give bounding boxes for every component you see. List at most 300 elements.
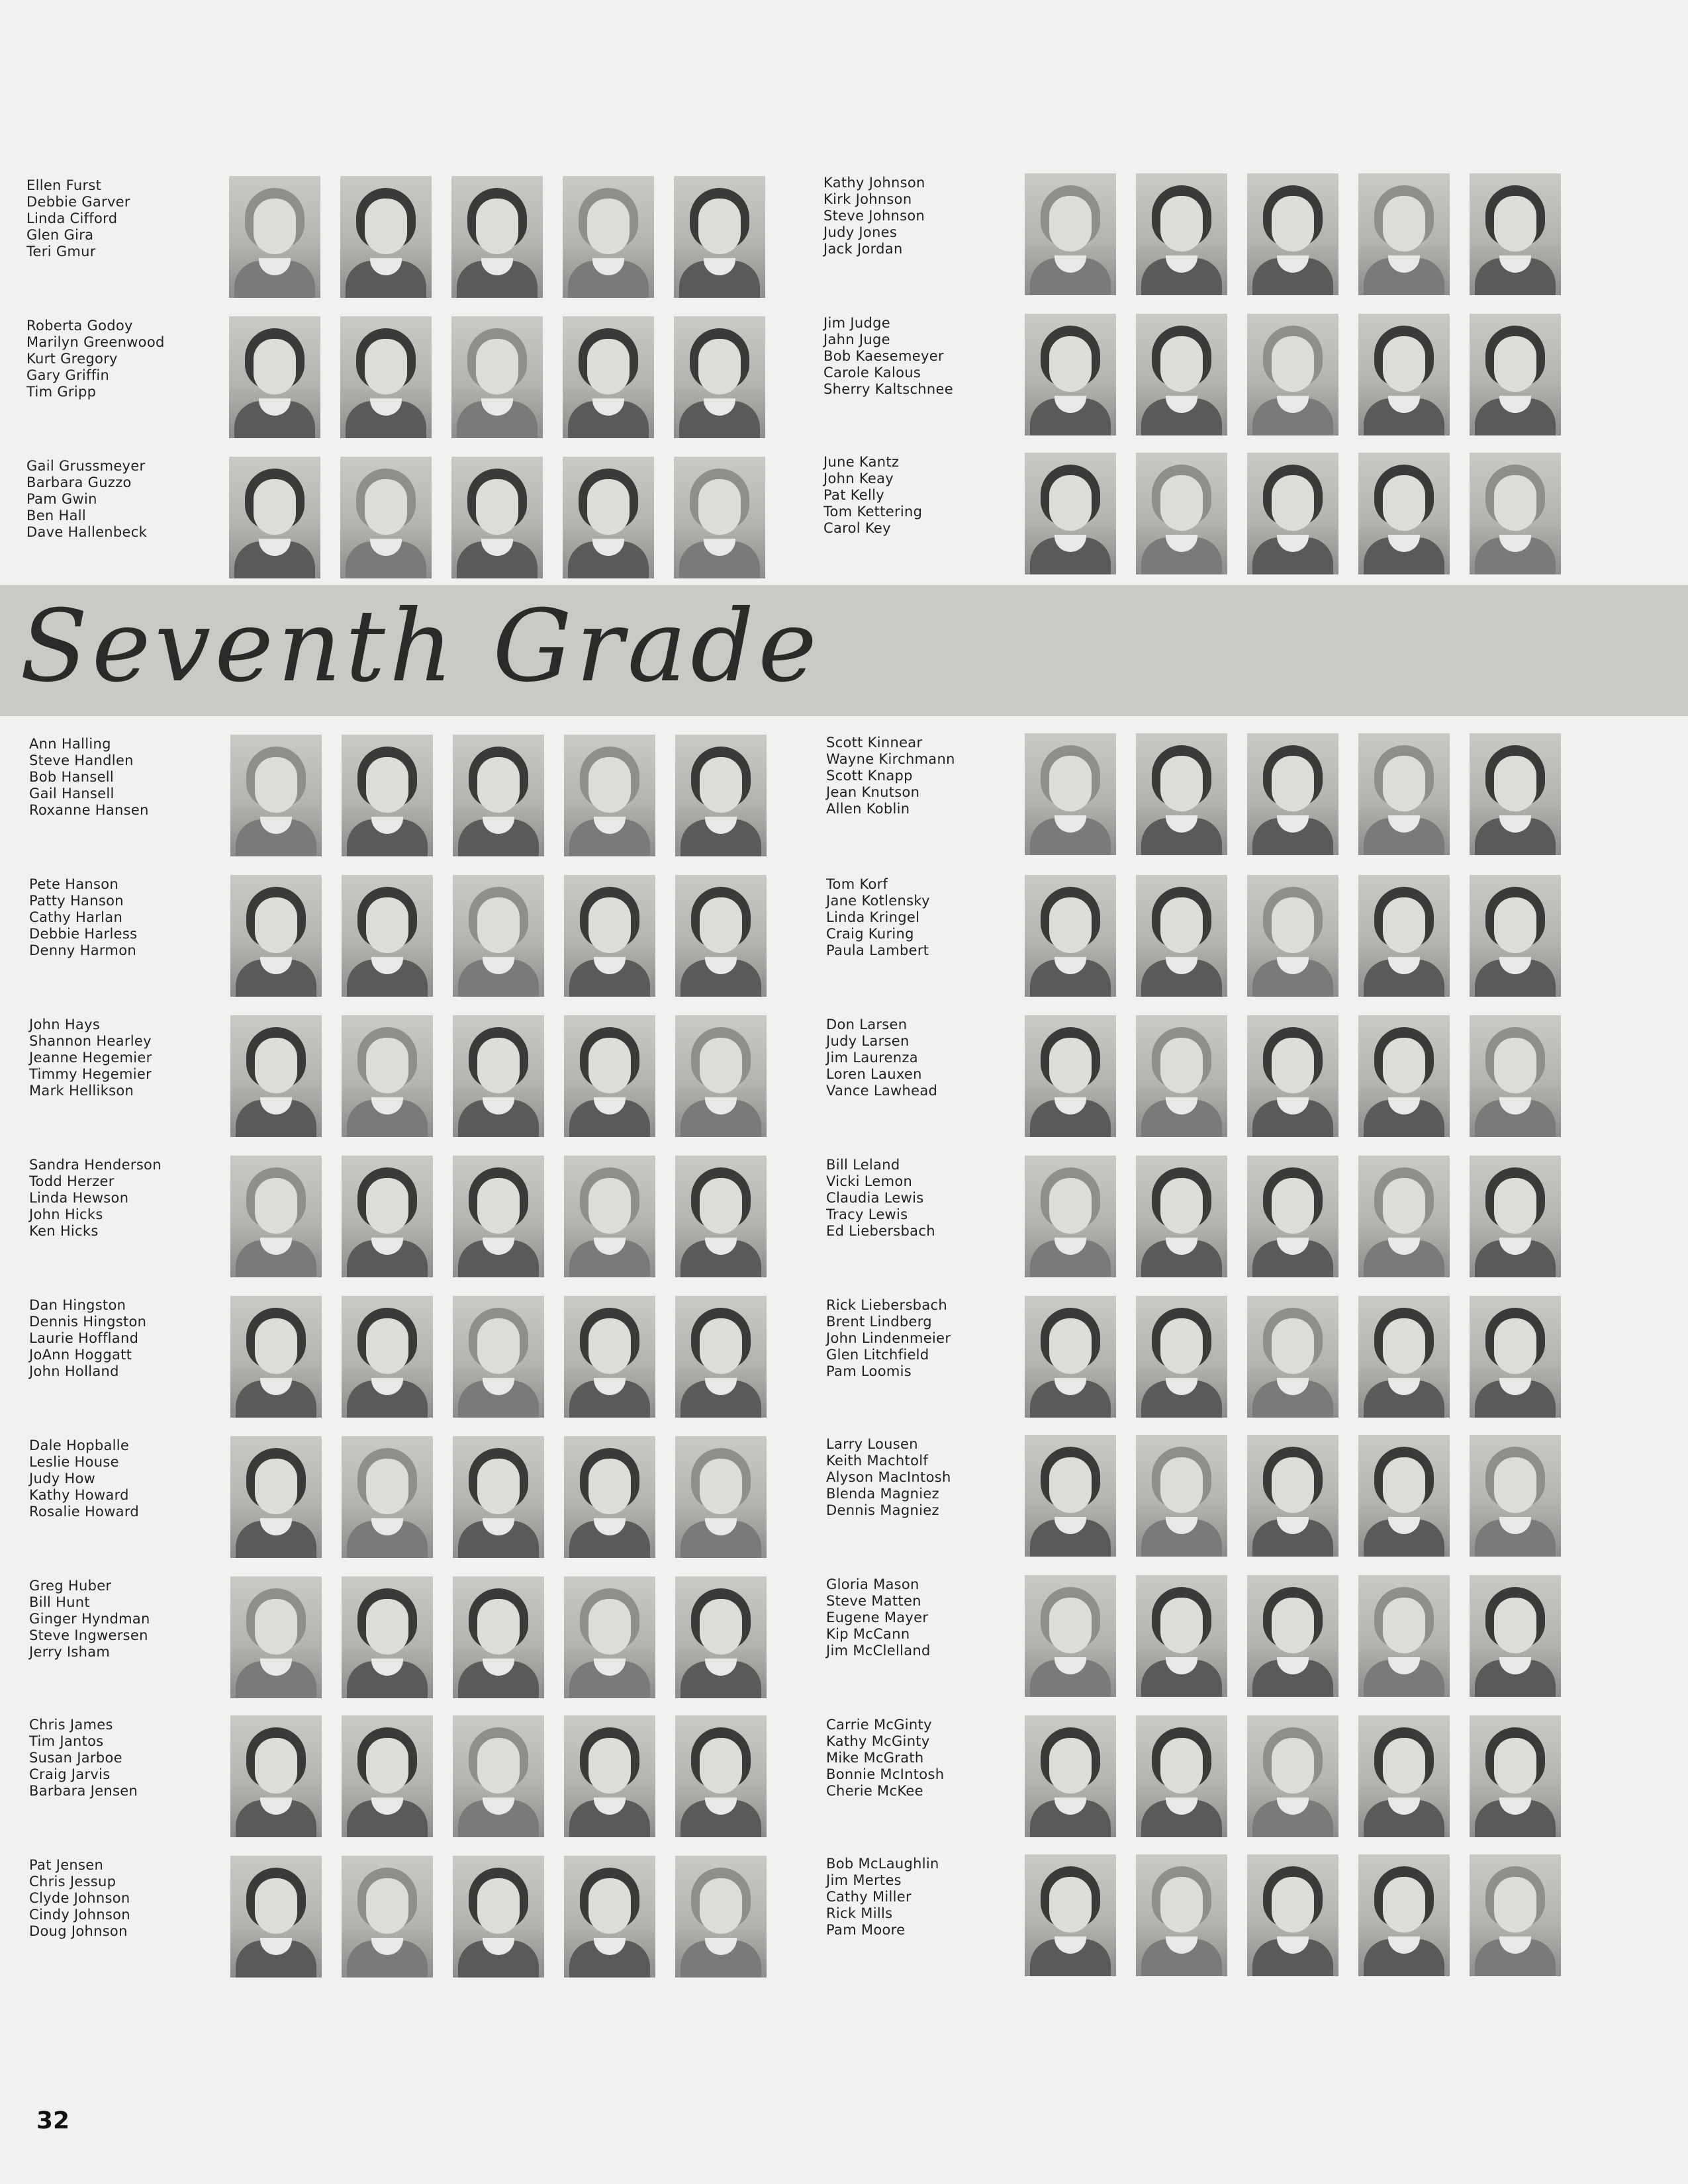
student-portrait xyxy=(1025,1156,1116,1277)
student-name: Blenda Magniez xyxy=(826,1486,939,1502)
student-portrait xyxy=(564,1156,655,1277)
student-portrait xyxy=(675,1715,767,1837)
student-portrait xyxy=(342,1715,433,1837)
portrait-face xyxy=(1160,336,1203,392)
student-portrait xyxy=(342,1856,433,1978)
student-name: Tom Korf xyxy=(826,876,888,892)
student-portrait xyxy=(1470,1854,1561,1976)
student-name: Dave Hallenbeck xyxy=(26,524,148,540)
student-portrait xyxy=(1136,173,1227,295)
student-portrait xyxy=(1247,1296,1338,1418)
student-portrait xyxy=(342,1436,433,1558)
portrait-face xyxy=(477,1738,520,1794)
student-name: Denny Harmon xyxy=(29,942,136,958)
student-portrait xyxy=(1025,1296,1116,1418)
student-name: Rick Mills xyxy=(826,1905,893,1921)
portrait-face xyxy=(477,1459,520,1514)
student-portrait xyxy=(230,1576,322,1698)
portrait-face xyxy=(700,1459,742,1514)
portrait-face xyxy=(477,1318,520,1374)
student-name: Keith Machtolf xyxy=(826,1453,929,1469)
portrait-face xyxy=(1494,1178,1536,1234)
portrait-face xyxy=(1383,1038,1425,1093)
portrait-face xyxy=(366,1038,408,1093)
name-list xyxy=(826,1436,951,1519)
student-name: Pat Jensen xyxy=(29,1857,104,1873)
portrait-face xyxy=(700,1178,742,1234)
portrait-face xyxy=(588,1318,631,1374)
portrait-face xyxy=(1494,1738,1536,1794)
name-list xyxy=(26,177,130,260)
student-name: John Hays xyxy=(29,1017,101,1032)
student-portrait xyxy=(342,735,433,856)
student-name: Jean Knutson xyxy=(826,784,920,800)
student-name: Laurie Hoffland xyxy=(29,1330,139,1346)
portrait-face xyxy=(254,199,296,254)
name-list xyxy=(823,315,953,398)
portrait-face xyxy=(587,479,630,535)
student-portrait xyxy=(1136,1296,1227,1418)
student-name: John Keay xyxy=(823,471,894,486)
student-portrait xyxy=(564,875,655,997)
portrait-face xyxy=(1049,897,1092,953)
student-name: Vance Lawhead xyxy=(826,1083,938,1099)
student-name: Dale Hopballe xyxy=(29,1437,130,1453)
student-name: Jim McClelland xyxy=(826,1643,931,1659)
portrait-face xyxy=(1494,336,1536,392)
portrait-face xyxy=(588,1178,631,1234)
student-portrait xyxy=(230,1856,322,1978)
student-name: Claudia Lewis xyxy=(826,1190,924,1206)
student-name: Pat Kelly xyxy=(823,487,884,503)
portrait-face xyxy=(698,339,741,394)
name-list xyxy=(29,876,137,959)
portrait-face xyxy=(1272,1877,1314,1933)
student-portrait xyxy=(1358,1296,1450,1418)
name-list xyxy=(29,1717,138,1799)
student-portrait xyxy=(1358,1156,1450,1277)
portrait-face xyxy=(588,1738,631,1794)
student-portrait xyxy=(564,1436,655,1558)
student-portrait xyxy=(674,457,765,578)
student-name: Linda Hewson xyxy=(29,1190,129,1206)
student-portrait xyxy=(1136,1435,1227,1557)
student-portrait xyxy=(1247,1854,1338,1976)
portrait-face xyxy=(1383,756,1425,811)
name-list xyxy=(26,458,147,541)
student-portrait xyxy=(451,176,543,298)
student-name: Ginger Hyndman xyxy=(29,1611,150,1627)
student-portrait xyxy=(230,1296,322,1418)
student-portrait xyxy=(230,875,322,997)
student-name: Kathy McGinty xyxy=(826,1733,930,1749)
name-list xyxy=(826,1576,931,1659)
student-portrait xyxy=(564,735,655,856)
portrait-face xyxy=(1049,1038,1092,1093)
student-portrait xyxy=(1470,453,1561,574)
student-portrait xyxy=(564,1576,655,1698)
portrait-face xyxy=(1383,1178,1425,1234)
student-name: Glen Litchfield xyxy=(826,1347,929,1363)
name-list xyxy=(826,1717,944,1799)
portrait-face xyxy=(1272,336,1314,392)
student-portrait xyxy=(340,457,432,578)
student-name: Barbara Guzzo xyxy=(26,475,132,490)
portrait-face xyxy=(477,1178,520,1234)
student-portrait xyxy=(1358,453,1450,574)
student-portrait xyxy=(1470,173,1561,295)
student-portrait xyxy=(1025,314,1116,435)
student-name: Kathy Johnson xyxy=(823,175,925,191)
student-portrait xyxy=(453,1156,544,1277)
portrait-face xyxy=(1049,336,1092,392)
portrait-face xyxy=(1383,1318,1425,1374)
student-portrait xyxy=(1136,1575,1227,1697)
portrait-face xyxy=(255,1038,297,1093)
student-name: Wayne Kirchmann xyxy=(826,751,955,767)
portrait-face xyxy=(366,1878,408,1934)
portrait-face xyxy=(1049,756,1092,811)
portrait-face xyxy=(1049,1318,1092,1374)
student-portrait xyxy=(1247,1715,1338,1837)
student-name: Eugene Mayer xyxy=(826,1610,929,1625)
portrait-face xyxy=(255,897,297,953)
portrait-face xyxy=(1049,1738,1092,1794)
student-name: Chris James xyxy=(29,1717,113,1733)
portrait-face xyxy=(588,1038,631,1093)
student-portrait xyxy=(453,875,544,997)
student-portrait xyxy=(1025,1015,1116,1137)
student-portrait xyxy=(1247,1156,1338,1277)
student-name: Jim Laurenza xyxy=(826,1050,918,1066)
student-name: Gloria Mason xyxy=(826,1576,919,1592)
portrait-face xyxy=(700,1599,742,1655)
name-list xyxy=(29,1017,152,1099)
student-name: Steve Handlen xyxy=(29,752,134,768)
portrait-face xyxy=(254,479,296,535)
student-portrait xyxy=(453,1576,544,1698)
student-name: Clyde Johnson xyxy=(29,1890,130,1906)
portrait-face xyxy=(1160,196,1203,251)
student-portrait xyxy=(342,1296,433,1418)
student-portrait xyxy=(564,1296,655,1418)
name-list xyxy=(29,736,149,819)
student-name: Ben Hall xyxy=(26,508,87,523)
portrait-face xyxy=(1494,196,1536,251)
portrait-face xyxy=(1160,1038,1203,1093)
student-name: Jeanne Hegemier xyxy=(29,1050,152,1066)
student-name: Paula Lambert xyxy=(826,942,929,958)
portrait-face xyxy=(366,1178,408,1234)
name-list xyxy=(29,1297,146,1380)
student-portrait xyxy=(1247,1015,1338,1137)
portrait-face xyxy=(700,1738,742,1794)
student-portrait xyxy=(342,1576,433,1698)
student-name: Roberta Godoy xyxy=(26,318,133,334)
student-name: Judy How xyxy=(29,1471,96,1486)
student-portrait xyxy=(675,1015,767,1137)
student-name: Brent Lindberg xyxy=(826,1314,932,1330)
student-name: Dennis Hingston xyxy=(29,1314,147,1330)
student-portrait xyxy=(1136,1156,1227,1277)
portrait-face xyxy=(366,1738,408,1794)
portrait-face xyxy=(1272,1738,1314,1794)
student-portrait xyxy=(1025,875,1116,997)
student-name: JoAnn Hoggatt xyxy=(29,1347,132,1363)
student-portrait xyxy=(1470,1156,1561,1277)
student-name: Craig Kuring xyxy=(826,926,914,942)
student-name: Loren Lauxen xyxy=(826,1066,922,1082)
student-portrait xyxy=(1136,733,1227,855)
portrait-face xyxy=(1160,1457,1203,1513)
student-portrait xyxy=(1247,1575,1338,1697)
portrait-face xyxy=(1160,475,1203,531)
student-portrait xyxy=(675,735,767,856)
student-name: Ellen Furst xyxy=(26,177,102,193)
student-portrait xyxy=(342,1015,433,1137)
student-portrait xyxy=(1247,173,1338,295)
student-name: John Hicks xyxy=(29,1206,103,1222)
student-name: June Kantz xyxy=(823,454,900,470)
student-name: Carol Key xyxy=(823,520,891,536)
student-name: Sandra Henderson xyxy=(29,1157,162,1173)
student-name: Rick Liebersbach xyxy=(826,1297,947,1313)
name-list xyxy=(826,1017,937,1099)
student-portrait xyxy=(675,1576,767,1698)
student-name: Ann Halling xyxy=(29,736,111,752)
name-list xyxy=(823,454,922,537)
portrait-face xyxy=(1049,196,1092,251)
student-name: Rosalie Howard xyxy=(29,1504,140,1520)
portrait-face xyxy=(476,479,518,535)
student-portrait xyxy=(1136,1854,1227,1976)
portrait-face xyxy=(587,339,630,394)
portrait-face xyxy=(365,339,407,394)
portrait-face xyxy=(255,1878,297,1934)
portrait-face xyxy=(1494,897,1536,953)
portrait-face xyxy=(1160,1738,1203,1794)
portrait-face xyxy=(476,339,518,394)
student-name: Vicki Lemon xyxy=(826,1173,913,1189)
student-portrait xyxy=(1470,733,1561,855)
student-name: Barbara Jensen xyxy=(29,1783,138,1799)
student-portrait xyxy=(1136,453,1227,574)
portrait-face xyxy=(477,757,520,813)
portrait-face xyxy=(1494,756,1536,811)
student-portrait xyxy=(453,1296,544,1418)
student-portrait xyxy=(230,1156,322,1277)
student-name: Kip McCann xyxy=(826,1626,910,1642)
student-portrait xyxy=(1025,1715,1116,1837)
student-portrait xyxy=(1470,1575,1561,1697)
student-portrait xyxy=(1470,1296,1561,1418)
student-name: Don Larsen xyxy=(826,1017,908,1032)
portrait-face xyxy=(1272,475,1314,531)
student-portrait xyxy=(564,1715,655,1837)
name-list xyxy=(29,1857,130,1940)
student-name: Pam Gwin xyxy=(26,491,97,507)
portrait-face xyxy=(700,1318,742,1374)
student-portrait xyxy=(340,316,432,438)
portrait-face xyxy=(700,1038,742,1093)
portrait-face xyxy=(366,1318,408,1374)
name-list xyxy=(826,735,955,817)
student-name: Linda Cifford xyxy=(26,210,118,226)
student-name: Cathy Miller xyxy=(826,1889,912,1905)
student-portrait xyxy=(453,1436,544,1558)
student-portrait xyxy=(674,316,765,438)
portrait-face xyxy=(477,1038,520,1093)
portrait-face xyxy=(1049,475,1092,531)
name-list xyxy=(29,1437,139,1520)
portrait-face xyxy=(1383,475,1425,531)
student-name: Judy Larsen xyxy=(826,1033,910,1049)
student-portrait xyxy=(1358,1854,1450,1976)
student-name: Glen Gira xyxy=(26,227,94,243)
name-list xyxy=(29,1157,162,1240)
student-name: Jim Judge xyxy=(823,315,890,331)
student-name: Chris Jessup xyxy=(29,1874,117,1889)
portrait-face xyxy=(1272,1598,1314,1653)
portrait-face xyxy=(1494,1598,1536,1653)
student-name: Tim Jantos xyxy=(29,1733,104,1749)
student-portrait xyxy=(229,457,320,578)
student-name: Dennis Magniez xyxy=(826,1502,939,1518)
portrait-face xyxy=(700,757,742,813)
student-portrait xyxy=(1025,453,1116,574)
portrait-face xyxy=(1383,336,1425,392)
student-portrait xyxy=(230,735,322,856)
student-name: Susan Jarboe xyxy=(29,1750,122,1766)
student-name: Patty Hanson xyxy=(29,893,124,909)
name-list xyxy=(826,1157,935,1240)
student-name: Shannon Hearley xyxy=(29,1033,152,1049)
portrait-face xyxy=(1272,196,1314,251)
student-name: Dan Hingston xyxy=(29,1297,126,1313)
portrait-face xyxy=(255,1178,297,1234)
student-portrait xyxy=(1247,733,1338,855)
portrait-face xyxy=(1272,1038,1314,1093)
portrait-face xyxy=(1494,1318,1536,1374)
student-portrait xyxy=(340,176,432,298)
student-portrait xyxy=(451,457,543,578)
portrait-face xyxy=(1383,1457,1425,1513)
portrait-face xyxy=(477,1878,520,1934)
student-name: Steve Johnson xyxy=(823,208,925,224)
student-name: Scott Knapp xyxy=(826,768,913,784)
student-portrait xyxy=(229,176,320,298)
portrait-face xyxy=(1272,1178,1314,1234)
student-name: Cindy Johnson xyxy=(29,1907,130,1923)
portrait-face xyxy=(255,1738,297,1794)
student-name: Allen Koblin xyxy=(826,801,910,817)
student-name: Jack Jordan xyxy=(823,241,903,257)
student-portrait xyxy=(1358,1435,1450,1557)
student-name: Greg Huber xyxy=(29,1578,112,1594)
student-portrait xyxy=(453,735,544,856)
portrait-face xyxy=(1049,1598,1092,1653)
student-name: Gail Grussmeyer xyxy=(26,458,146,474)
student-name: Craig Jarvis xyxy=(29,1766,111,1782)
student-name: Bob Kaesemeyer xyxy=(823,348,944,364)
portrait-face xyxy=(1160,897,1203,953)
portrait-face xyxy=(1160,1877,1203,1933)
portrait-face xyxy=(1383,897,1425,953)
student-name: Ed Liebersbach xyxy=(826,1223,935,1239)
student-portrait xyxy=(675,1156,767,1277)
student-name: Todd Herzer xyxy=(29,1173,115,1189)
student-name: Pete Hanson xyxy=(29,876,119,892)
portrait-face xyxy=(1160,1178,1203,1234)
page-number: 32 xyxy=(36,2107,70,2134)
portrait-face xyxy=(587,199,630,254)
portrait-face xyxy=(254,339,296,394)
portrait-face xyxy=(1160,1598,1203,1653)
portrait-face xyxy=(1494,475,1536,531)
portrait-face xyxy=(1272,1318,1314,1374)
student-name: Kurt Gregory xyxy=(26,351,118,367)
student-portrait xyxy=(1025,1435,1116,1557)
portrait-face xyxy=(1494,1038,1536,1093)
student-portrait xyxy=(1470,314,1561,435)
student-name: Gary Griffin xyxy=(26,367,110,383)
student-name: Linda Kringel xyxy=(826,909,920,925)
portrait-face xyxy=(1494,1877,1536,1933)
portrait-face xyxy=(255,1599,297,1655)
student-name: Cherie McKee xyxy=(826,1783,923,1799)
student-portrait xyxy=(342,875,433,997)
section-banner xyxy=(0,585,1688,716)
student-name: Pam Moore xyxy=(826,1922,906,1938)
student-portrait xyxy=(1025,1575,1116,1697)
portrait-face xyxy=(698,199,741,254)
student-portrait xyxy=(1247,1435,1338,1557)
student-name: Kathy Howard xyxy=(29,1487,129,1503)
student-portrait xyxy=(1358,173,1450,295)
student-portrait xyxy=(563,316,654,438)
portrait-face xyxy=(365,199,407,254)
student-name: Marilyn Greenwood xyxy=(26,334,165,350)
portrait-face xyxy=(1494,1457,1536,1513)
student-name: Jane Kotlensky xyxy=(826,893,930,909)
portrait-face xyxy=(1272,1457,1314,1513)
student-portrait xyxy=(230,1015,322,1137)
student-portrait xyxy=(1025,173,1116,295)
student-name: Jahn Juge xyxy=(823,332,890,347)
student-portrait xyxy=(230,1436,322,1558)
student-portrait xyxy=(1247,314,1338,435)
student-portrait xyxy=(1358,1015,1450,1137)
student-name: Doug Johnson xyxy=(29,1923,128,1939)
portrait-face xyxy=(1383,1598,1425,1653)
name-list xyxy=(826,1297,951,1380)
student-name: Mike McGrath xyxy=(826,1750,924,1766)
portrait-face xyxy=(588,1599,631,1655)
student-name: Tom Kettering xyxy=(823,504,923,520)
name-list xyxy=(826,1856,939,1938)
student-name: Tracy Lewis xyxy=(826,1206,908,1222)
name-list xyxy=(826,876,930,959)
portrait-face xyxy=(1160,1318,1203,1374)
student-name: Sherry Kaltschnee xyxy=(823,381,953,397)
portrait-face xyxy=(1272,897,1314,953)
student-name: Tim Gripp xyxy=(26,384,97,400)
student-portrait xyxy=(1470,1715,1561,1837)
student-portrait xyxy=(1136,314,1227,435)
portrait-face xyxy=(588,897,631,953)
student-name: Jim Mertes xyxy=(826,1872,902,1888)
student-name: Mark Hellikson xyxy=(29,1083,134,1099)
